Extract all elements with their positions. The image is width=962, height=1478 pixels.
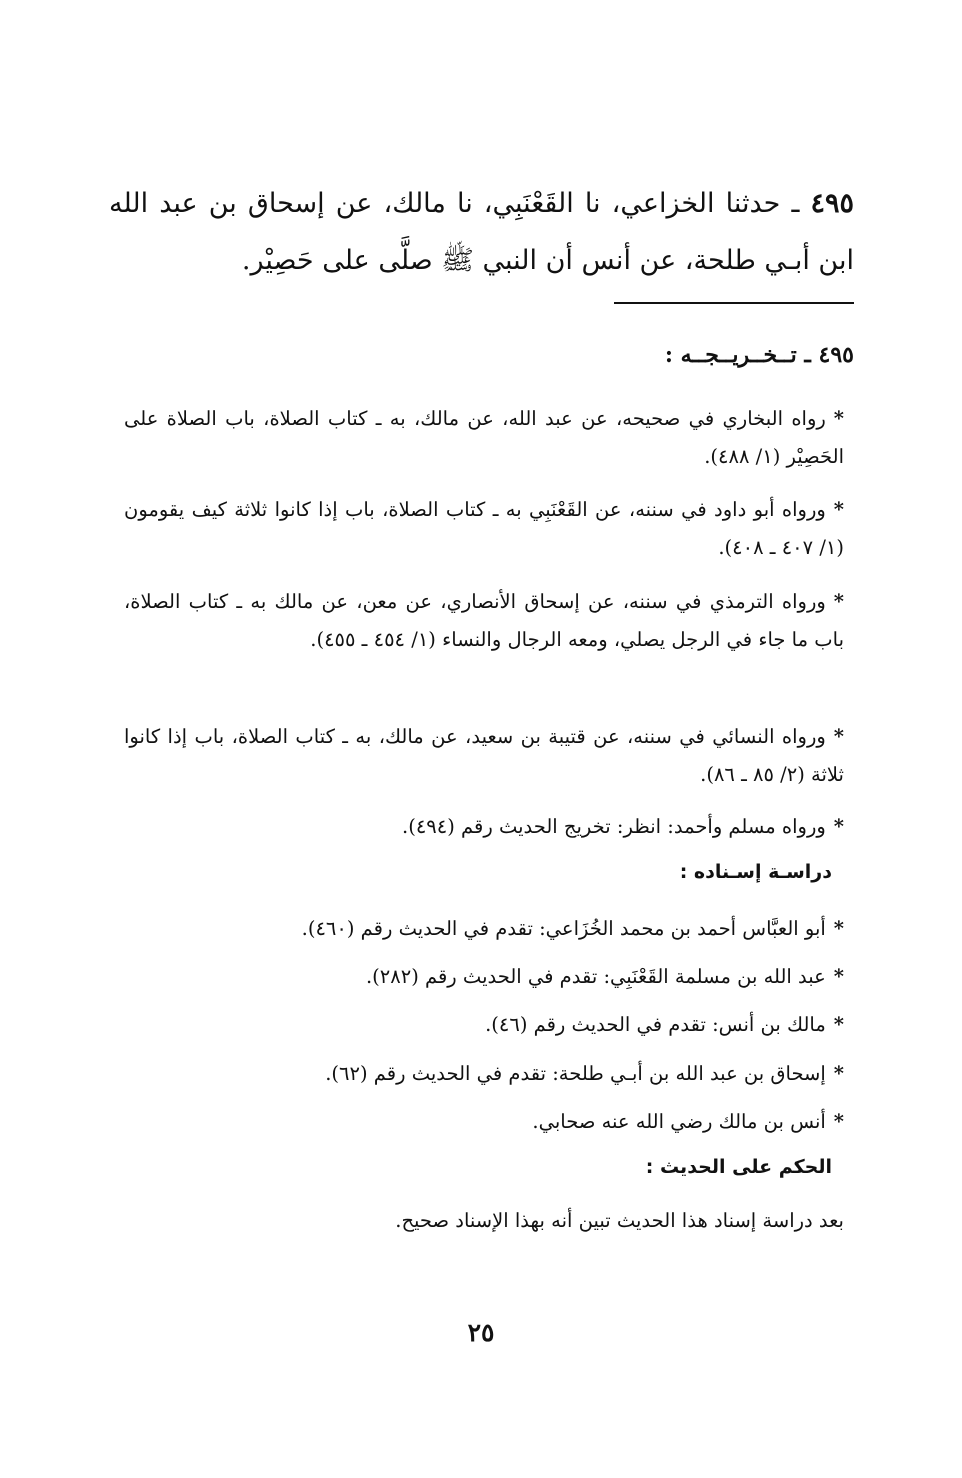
takhrij-item-text: ورواه الترمذي في سننه، عن إسحاق الأنصاري، عن معن، عن مالك به ـ كتاب الصلاة، باب ما جاء في الرجل يصلي، ومعه الرجال والنساء (١/ ٤٥٤ ـ ٤٥٥). — [124, 590, 844, 651]
hadith-text: ـ حدثنا الخزاعي، نا القَعْنَبِي، نا مالك، عن إسحاق بن عبد الله ابن أبـي طلحة، عن أنس أن النبي ﷺ صلَّى على حَصِيْر. — [109, 188, 854, 276]
isnad-item-text: إسحاق بن عبد الله بن أبـي طلحة: تقدم في الحديث رقم (٦٢). — [325, 1062, 826, 1085]
takhrij-item — [124, 718, 844, 794]
takhrij-item-text: ورواه أبو داود في سننه، عن القَعْنَبِي به ـ كتاب الصلاة، باب إذا كانوا ثلاثة كيف يقومون (١/ ٤٠٧ ـ ٤٠٨). — [124, 498, 844, 559]
isnad-item — [124, 958, 844, 996]
takhrij-item-text: ورواه مسلم وأحمد: انظر: تخريج الحديث رقم (٤٩٤). — [402, 815, 826, 838]
takhrij-item — [124, 583, 844, 659]
page-number: ٢٥ — [467, 1318, 495, 1347]
bullet-star: * — [833, 917, 844, 940]
takhrij-item — [124, 400, 844, 476]
isnad-item-text: أنس بن مالك رضي الله عنه صحابي. — [532, 1110, 826, 1133]
bullet-star: * — [833, 1013, 844, 1036]
isnad-item — [124, 910, 844, 948]
isnad-study-heading: دراسـة إسـناده : — [679, 861, 832, 883]
bullet-star: * — [833, 1062, 844, 1085]
takhrij-item — [124, 808, 844, 846]
bullet-star: * — [833, 725, 844, 748]
bullet-star: * — [833, 815, 844, 838]
footnote-separator — [614, 302, 854, 304]
isnad-item — [124, 1103, 844, 1141]
bullet-star: * — [833, 1110, 844, 1133]
bullet-star: * — [833, 498, 844, 521]
bullet-star: * — [833, 965, 844, 988]
isnad-item-text: أبو العبَّاس أحمد بن محمد الخُزَاعي: تقدم في الحديث رقم (٤٦٠). — [301, 917, 826, 940]
takhrij-item-text: رواه البخاري في صحيحه، عن عبد الله، عن مالك، به ـ كتاب الصلاة، باب الصلاة على الحَصِيْر (١/ ٤٨٨). — [124, 407, 844, 468]
hadith-number: ٤٩٥ — [810, 188, 854, 219]
bullet-star: * — [833, 407, 844, 430]
isnad-item — [124, 1055, 844, 1093]
takhrij-heading: ٤٩٥ ـ تــخــريــجــه : — [664, 342, 854, 368]
ruling-text: بعد دراسة إسناد هذا الحديث تبين أنه بهذا الإسناد صحيح. — [395, 1209, 844, 1232]
isnad-item-text: عبد الله بن مسلمة القَعْنَبِي: تقدم في الحديث رقم (٢٨٢). — [365, 965, 826, 988]
isnad-item-text: مالك بن أنس: تقدم في الحديث رقم (٤٦). — [485, 1013, 826, 1036]
isnad-item — [124, 1006, 844, 1044]
bullet-star: * — [833, 590, 844, 613]
takhrij-item — [124, 491, 844, 567]
takhrij-item-text: ورواه النسائي في سننه، عن قتيبة بن سعيد، عن مالك، به ـ كتاب الصلاة، باب إذا كانوا ثلاثة (٢/ ٨٥ ـ ٨٦). — [124, 725, 844, 786]
hadith-text-block — [109, 175, 854, 289]
ruling-heading: الحكم على الحديث : — [645, 1156, 832, 1178]
